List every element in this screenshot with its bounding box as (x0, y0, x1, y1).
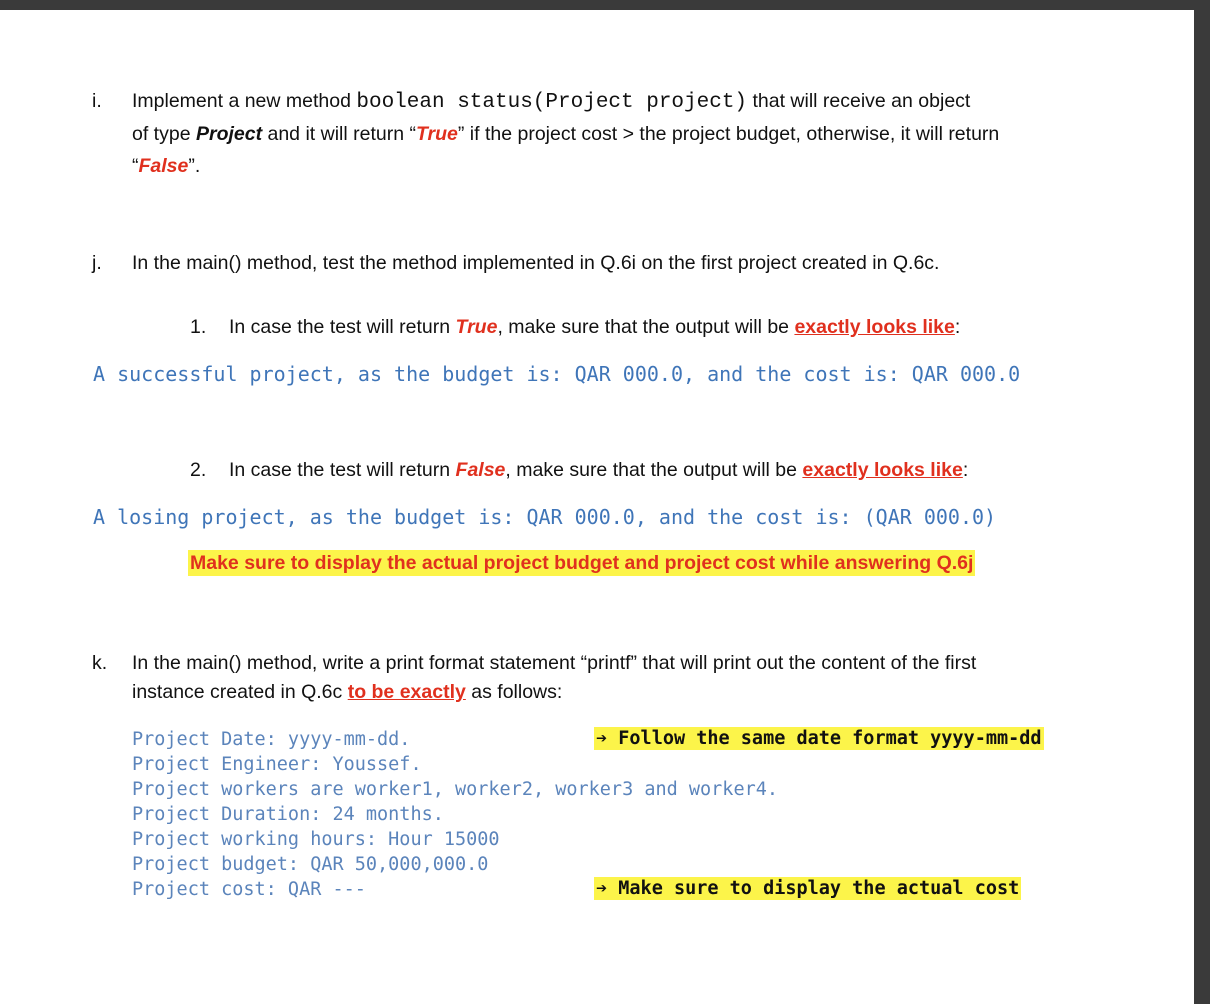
item-i-line-1: Implement a new method boolean status(Project project) that will receive an object (132, 90, 971, 114)
item-k-marker: k. (92, 652, 108, 674)
printf-code-block (132, 727, 778, 902)
item-i-line-3: “False”. (132, 155, 201, 177)
method-signature: boolean status(Project project) (356, 91, 748, 114)
item-k-line-1: In the main() method, write a print format statement “printf” that will print out the content of the first (132, 652, 977, 674)
highlight-note (188, 552, 975, 575)
item-j-sub2-number: 2. (190, 459, 207, 481)
keyword-true: True (415, 123, 458, 145)
item-j-marker: j. (92, 252, 102, 274)
keyword-false: False (455, 459, 506, 481)
arrow-note-date (594, 728, 1044, 749)
item-i-line-2: of type Project and it will return “True” if the project cost > the project budget, otherwise, it will return (132, 123, 1000, 145)
code-line-budget: Project budget: QAR 50,000,000.0 (132, 854, 489, 875)
item-j-text: In the main() method, test the method implemented in Q.6i on the first project created in Q.6c. (132, 252, 940, 274)
expected-output-losing: A losing project, as the budget is: QAR 000.0, and the cost is: (QAR 000.0) (93, 505, 997, 529)
item-j-sub2-text: In case the test will return False, make sure that the output will be exactly looks like: (229, 459, 969, 481)
note-actual-cost: ➔ Make sure to display the actual cost (596, 878, 1020, 899)
note-date-format: ➔ Follow the same date format yyyy-mm-dd (596, 728, 1042, 749)
arrow-note-cost (594, 878, 1021, 899)
code-line-workers: Project workers are worker1, worker2, worker3 and worker4. (132, 779, 779, 800)
item-k-line-2: instance created in Q.6c to be exactly as follows: (132, 681, 563, 703)
code-line-engineer: Project Engineer: Youssef. (132, 754, 422, 775)
expected-output-success: A successful project, as the budget is: QAR 000.0, and the cost is: QAR 000.0 (93, 362, 1021, 386)
keyword-true: True (455, 316, 498, 338)
emphasis-exactly-looks-like: exactly looks like (794, 316, 955, 338)
code-line-date: Project Date: yyyy-mm-dd. (132, 729, 411, 750)
item-j-sub1-number: 1. (190, 316, 207, 338)
code-line-hours: Project working hours: Hour 15000 (132, 829, 500, 850)
emphasis-to-be-exactly: to be exactly (347, 681, 466, 703)
code-line-cost: Project cost: QAR --- (132, 879, 366, 900)
code-line-duration: Project Duration: 24 months. (132, 804, 444, 825)
keyword-false: False (138, 155, 189, 177)
note-display-actual-values: Make sure to display the actual project budget and project cost while answering Q.6j (190, 552, 974, 574)
item-j-sub1-text: In case the test will return True, make sure that the output will be exactly looks like: (229, 316, 961, 338)
type-project: Project (195, 123, 263, 145)
item-i-marker: i. (92, 90, 102, 112)
document-page (0, 10, 1194, 1004)
emphasis-exactly-looks-like: exactly looks like (802, 459, 963, 481)
